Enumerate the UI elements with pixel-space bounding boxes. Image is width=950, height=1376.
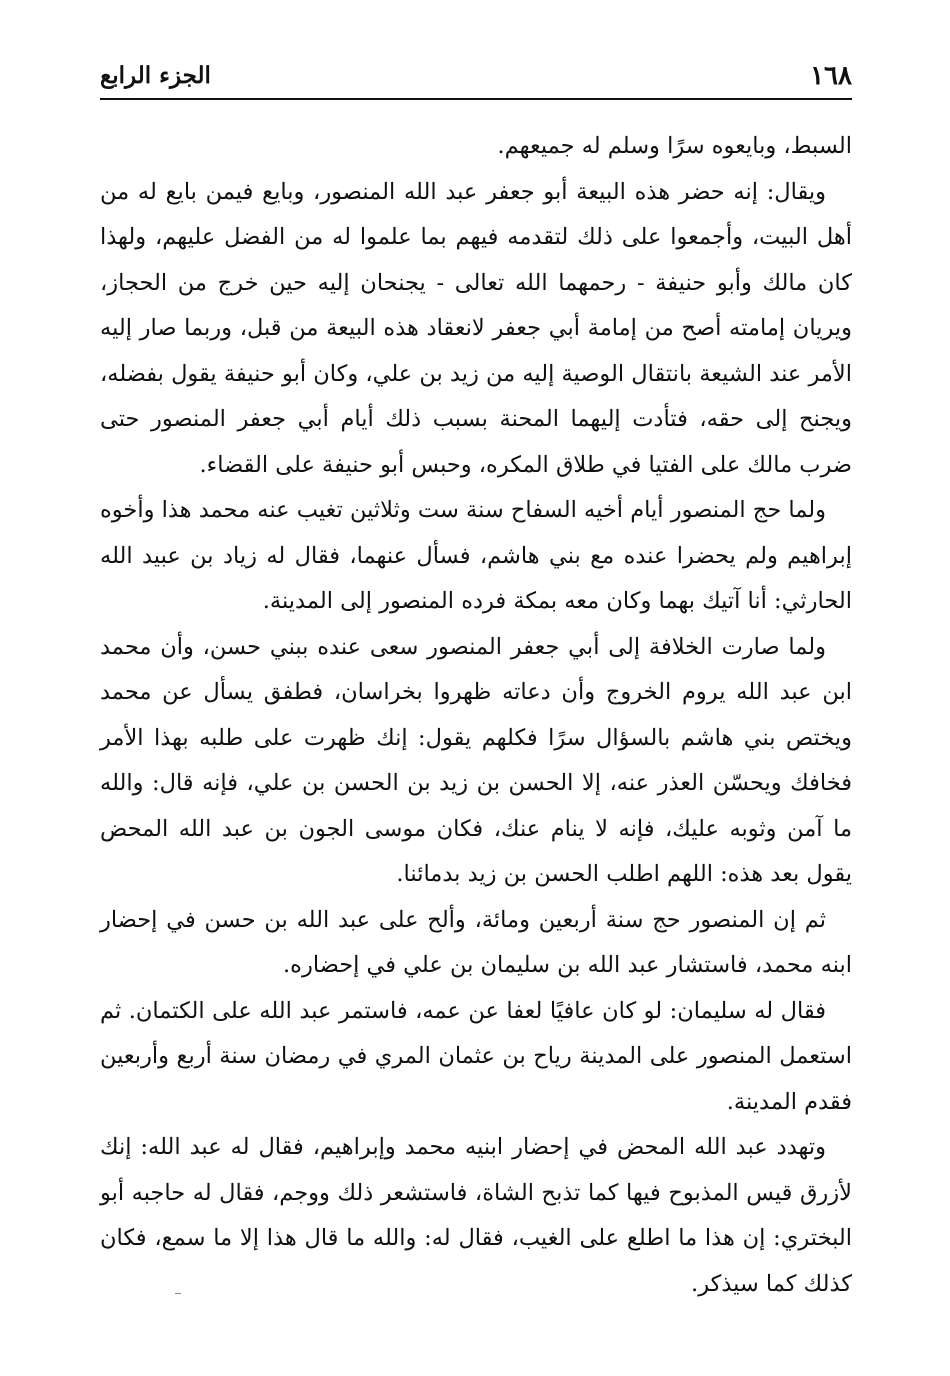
paragraph: السبط، وبايعوه سرًا وسلم له جميعهم. — [497, 133, 852, 159]
running-head: الجزء الرابع — [100, 62, 211, 89]
paragraph: ولما حج المنصور أيام أخيه السفاح سنة ست وثلاثين تغيب عنه محمد هذا وأخوه إبراهيم ولم يحضرا عنده مع بني هاشم، فسأل عنهما، فقال له زياد بن عبيد الله الحارثي: أنا آتيك بهما وكان معه بمكة فرده المنصور إلى المدينة. — [100, 497, 852, 614]
paragraph: ويقال: إنه حضر هذه البيعة أبو جعفر عبد الله المنصور، وبايع فيمن بايع له من أهل البيت، وأجمعوا على ذلك لتقدمه فيهم بما علموا له من الفضل عليهم، ولهذا كان مالك وأبو حنيفة - رحمهما الله تعالى - يجنحان إليه حين خرج من الحجاز، ويريان إمامته أصح من إمامة أبي جعفر لانعقاد هذه البيعة من قبل، وربما صار إليه الأمر عند الشيعة بانتقال الوصية إليه من زيد بن علي، وكان أبو حنيفة يقول بفضله، ويجنح إلى حقه، فتأدت إليهما المحنة بسبب ذلك أيام أبي جعفر المنصور حتى ضرب مالك على الفتيا في طلاق المكره، وحبس أبو حنيفة على القضاء. — [100, 178, 852, 478]
body-text — [100, 124, 852, 1307]
paragraph: وتهدد عبد الله المحض في إحضار ابنيه محمد وإبراهيم، فقال له عبد الله: إنك لأزرق قيس المذبوح فيها كما تذبح الشاة، فاستشعر ذلك ووجم، فقال له حاجبه أبو البختري: إن هذا ما اطلع على الغيب، فقال له: والله ما قال هذا إلا ما سمع، فكان كذلك كما سيذكر. — [100, 1134, 852, 1297]
paragraph: ثم إن المنصور حج سنة أربعين ومائة، وألح على عبد الله بن حسن في إحضار ابنه محمد، فاستشار عبد الله بن سليمان بن علي في إحضاره. — [100, 906, 852, 978]
paragraph: فقال له سليمان: لو كان عافيًا لعفا عن عمه، فاستمر عبد الله على الكتمان. ثم استعمل المنصور على المدينة رياح بن عثمان المري في رمضان سنة أربع وأربعين فقدم المدينة. — [100, 997, 852, 1115]
header-rule — [100, 98, 852, 100]
scan-speck — [175, 1293, 181, 1294]
paragraph: ولما صارت الخلافة إلى أبي جعفر المنصور سعى عنده ببني حسن، وأن محمد ابن عبد الله يروم الخروج وأن دعاته ظهروا بخراسان، فطفق يسأل عن محمد ويختص بني هاشم بالسؤال سرًا فكلهم يقول: إنك ظهرت على طلبه بهذا الأمر فخافك ويحسّن العذر عنه، إلا الحسن بن زيد بن الحسن بن علي، فإنه قال: والله ما آمن وثوبه عليك، فإنه لا ينام عنك، فكان موسى الجون بن عبد الله المحض يقول بعد هذه: اللهم اطلب الحسن بن زيد بدمائنا. — [100, 633, 852, 887]
page-number: ١٦٨ — [810, 61, 852, 91]
page-header — [100, 56, 852, 96]
